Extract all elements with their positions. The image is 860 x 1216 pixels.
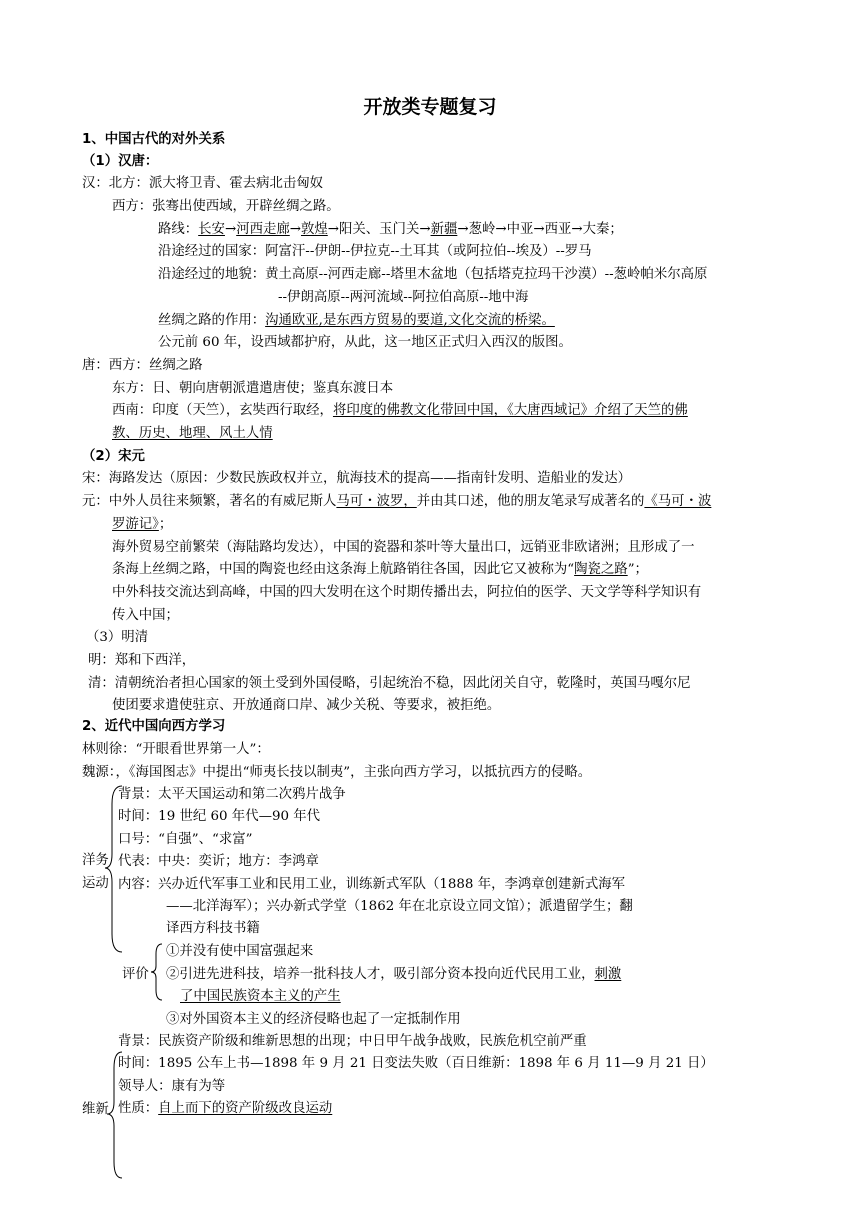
text-trade-1: 海外贸易空前繁荣（海陆路均发达），中国的瓷器和茶叶等大量出口，远销亚非欧诸洲；且形成了一: [112, 540, 695, 555]
evaluation-3-underlined: 了中国民族资本主义的产生: [180, 989, 341, 1004]
yangwu-representatives: 代表：中央：奕䜣；地方：李鸿章: [118, 854, 319, 869]
text-countries: 沿途经过的国家：阿富汗--伊朗--伊拉克--土耳其（或阿拉伯--埃及）--罗马: [158, 244, 592, 259]
yangwu-background: 背景：太平天国运动和第二次鸦片战争: [118, 787, 346, 802]
yangwu-slogan: 口号：“自强”、“求富”: [118, 832, 253, 847]
route-end: →葱岭→中亚→西亚→大秦；: [457, 222, 623, 237]
text-lin-zexu: 林则徐：“开眼看世界第一人”：: [82, 742, 270, 757]
yangwu-label-1: 洋务: [82, 853, 109, 868]
route-hexi: 河西走廊: [236, 222, 290, 237]
page-title: 开放类专题复习: [363, 96, 497, 118]
route-arrow: →: [289, 222, 301, 237]
evaluation-2-prefix: ②引进先进科技，培养一批科技人才，吸引部分资本投向近代民用工业，: [166, 967, 595, 982]
evaluation-2: [166, 964, 621, 986]
weixin-nature: [118, 1098, 332, 1120]
route-changan: 长安: [198, 222, 225, 237]
text-han-north: 汉：北方：派大将卫青、霍去病北击匈奴: [82, 176, 324, 191]
role-text: 沟通欧亚,是东西方贸易的要道,文化交流的桥梁。: [265, 313, 555, 328]
text-trade-2: [112, 559, 648, 581]
text-qing-1: 清：清朝统治者担心国家的领土受到外国侵略，引起统治不稳，因此闭关自守，乾隆时，英国马嘎尔尼: [88, 676, 691, 691]
yangwu-content-3: 译西方科技书籍: [166, 921, 260, 936]
evaluation-2-underlined: 刺激: [594, 967, 622, 982]
text-tang-east: 东方：日、朝向唐朝派遣遣唐使；鉴真东渡日本: [112, 381, 394, 396]
yuan-marco: 马可・波罗，: [336, 494, 417, 509]
text-xiyu: 公元前 60 年，设西域都护府，从此，这一地区正式归入西汉的版图。: [158, 335, 572, 350]
text-yuan-cont: [112, 514, 172, 536]
yangwu-label-2: 运动: [82, 876, 109, 891]
text-sci-2: 传入中国；: [112, 608, 179, 623]
text-ming: 明：郑和下西洋，: [88, 653, 196, 668]
trade-porcelain-road: 陶瓷之路: [574, 562, 628, 577]
route-dunhuang: 敦煌: [300, 222, 328, 237]
text-silk-route: [158, 219, 623, 241]
role-label: 丝绸之路的作用：: [158, 313, 266, 328]
subheading-han-tang: （1）汉唐：: [82, 154, 159, 169]
yuan-book-2: 罗游记》: [112, 517, 159, 532]
evaluation-label: 评价: [122, 967, 149, 982]
text-yuan: [82, 491, 711, 513]
trade-prefix: 条海上丝绸之路，中国的陶瓷也经由这条海上航路销往各国，因此它又被称为“: [112, 562, 575, 577]
section-heading-2: 2、近代中国向西方学习: [82, 719, 226, 734]
route-arrow: →: [224, 222, 237, 237]
text-tang-southwest-cont: [112, 423, 273, 445]
weixin-background: 背景：民族资产阶级和维新思想的出现；中日甲午战争战败，民族危机空前严重: [118, 1034, 587, 1049]
text-wei-yuan: 魏源：，《海国图志》中提出“师夷长技以制夷”，主张向西方学习，以抵抗西方的侵略。: [82, 765, 592, 780]
text-sci-1: 中外科技交流达到高峰，中国的四大发明在这个时期传播出去，阿拉伯的医学、天文学等科学知识有: [112, 585, 702, 600]
evaluation-4: ③对外国资本主义的经济侵略也起了一定抵制作用: [166, 1012, 461, 1027]
tang-sw-underlined-2: 教、历史、地理、风土人情: [112, 426, 273, 441]
route-xinjiang: 新疆: [430, 222, 458, 237]
weixin-nature-text: 自上而下的资产阶级改良运动: [158, 1101, 333, 1116]
text-qing-2: 使团要求遣使驻京、开放通商口岸、减少关税、等要求，被拒绝。: [112, 698, 501, 713]
yangwu-time: 时间：19 世纪 60 年代—90 年代: [118, 809, 321, 824]
tang-sw-prefix: 西南：印度（天竺），玄奘西行取经，: [112, 403, 333, 418]
weixin-label: 维新: [82, 1102, 109, 1117]
evaluation-brace: [150, 942, 164, 1002]
yangwu-content-1: 内容：兴办近代军事工业和民用工业，训练新式军队（1888 年，李鸿章创建新式海军: [118, 877, 626, 892]
weixin-nature-label: 性质：: [118, 1101, 159, 1116]
text-terrain-2: --伊朗高原--两河流域--阿拉伯高原--地中海: [278, 290, 529, 305]
weixin-leader: 领导人：康有为等: [118, 1079, 226, 1094]
tang-sw-underlined: 将印度的佛教文化带回中国，《大唐西域记》介绍了天竺的佛: [332, 403, 688, 418]
text-tang-southwest: [112, 400, 688, 422]
yuan-end: ；: [158, 517, 173, 532]
subheading-ming-qing: （3）明清: [86, 630, 149, 645]
text-song: 宋：海路发达（原因：少数民族政权并立，航海技术的提高——指南针发明、造船业的发达）: [82, 471, 632, 486]
evaluation-3: [180, 986, 341, 1008]
route-mid: →阳关、玉门关→: [327, 222, 431, 237]
yuan-book: 《马可・波: [644, 494, 712, 509]
section-heading-1: 1、中国古代的对外关系: [82, 132, 226, 147]
text-han-west: 西方：张骞出使西域，开辟丝绸之路。: [112, 199, 340, 214]
text-tang-west: 唐：西方：丝绸之路: [82, 358, 203, 373]
yangwu-content-2: ——北洋海军）；兴办新式学堂（1862 年在北京设立同文馆）；派遣留学生；翻: [166, 899, 633, 914]
weixin-time: 时间：1895 公车上书—1898 年 9 月 21 日变法失败（百日维新：1898 年 6 月 11—9 月 21 日）: [118, 1056, 714, 1071]
yuan-mid: 并由其口述，他的朋友笔录写成著名的: [416, 494, 645, 509]
subheading-song-yuan: （2）宋元: [82, 449, 145, 464]
evaluation-1: ①并没有使中国富强起来: [166, 944, 314, 959]
text-terrain-1: 沿途经过的地貌：黄土高原--河西走廊--塔里木盆地（包括塔克拉玛干沙漠）--葱岭帕米尔高原: [158, 267, 708, 282]
route-label: 路线：: [158, 222, 199, 237]
trade-end: ”；: [627, 562, 648, 577]
text-silk-role: [158, 310, 555, 332]
yuan-prefix: 元：中外人员往来频繁，著名的有威尼斯人: [82, 494, 337, 509]
